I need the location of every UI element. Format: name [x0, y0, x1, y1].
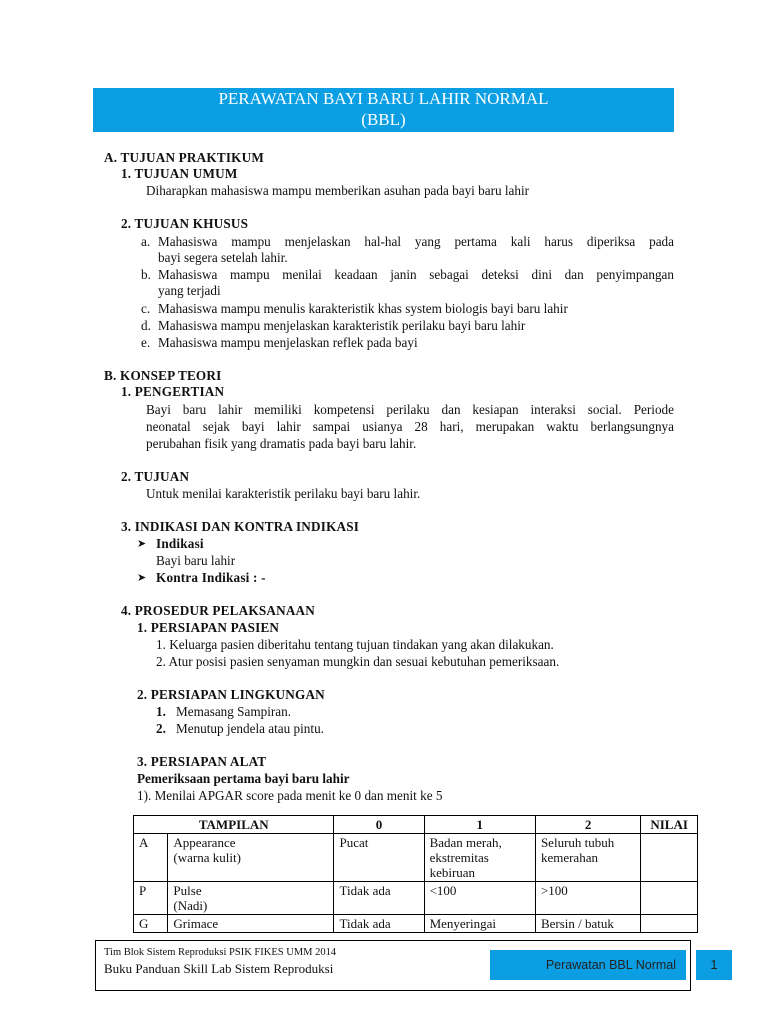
row-score-1 [424, 834, 535, 882]
indikasi-heading: 3. INDIKASI DAN KONTRA INDIKASI [121, 519, 360, 534]
apgar-table [133, 815, 698, 933]
row-score-1: Menyeringai [424, 915, 535, 933]
indikasi-label: Indikasi [156, 536, 204, 551]
persiapan-pasien-heading: 1. PERSIAPAN PASIEN [137, 620, 280, 635]
khusus-item-e: Mahasiswa mampu menjelaskan reflek pada bayi [158, 335, 418, 350]
row-score-2: Bersin / batuk [535, 915, 640, 933]
tampilan-line: Appearance [173, 835, 236, 850]
khusus-item-c: Mahasiswa mampu menulis karakteristik khas system biologis bayi baru lahir [158, 301, 568, 316]
khusus-mark-a: a. [141, 234, 151, 249]
page-number: 1 [696, 950, 732, 980]
header-tampilan: TAMPILAN [134, 816, 334, 834]
pengertian-line3: perubahan fisik yang dramatis pada bayi baru lahir. [146, 436, 417, 451]
row-tampilan [168, 882, 334, 915]
lingkungan-item-1: Memasang Sampiran. [176, 704, 291, 719]
lingkungan-item-2: Menutup jendela atau pintu. [176, 721, 324, 736]
tampilan-line: (warna kulit) [173, 850, 241, 865]
khusus-mark-e: e. [141, 335, 151, 350]
section-a-heading: A. TUJUAN PRAKTIKUM [104, 150, 264, 165]
row-score-2: >100 [535, 882, 640, 915]
pengertian-line1: Bayi baru lahir memiliki kompetensi perilaku dan kesiapan interaksi social. Periode [146, 402, 674, 417]
row-score-0: Tidak ada [334, 882, 424, 915]
tampilan-line: (Nadi) [173, 898, 208, 913]
title-banner [93, 88, 674, 132]
tujuan-umum-text: Diharapkan mahasiswa mampu memberikan asuhan pada bayi baru lahir [146, 183, 530, 198]
khusus-item-b-line2: yang terjadi [158, 283, 221, 298]
arrow-bullet-icon: ➤ [137, 537, 147, 550]
title-line-1: PERAWATAN BAYI BARU LAHIR NORMAL [218, 89, 549, 108]
row-code: P [134, 882, 168, 915]
row-tampilan [168, 834, 334, 882]
pengertian-heading: 1. PENGERTIAN [121, 384, 225, 399]
row-score-0: Tidak ada [334, 915, 424, 933]
khusus-item-b-line1: Mahasiswa mampu menilai keadaan janin sebagai deteksi dini dan penyimpangan [158, 267, 674, 282]
indikasi-text: Bayi baru lahir [156, 553, 236, 568]
section-b-heading: B. KONSEP TEORI [104, 368, 222, 383]
score-line: Badan merah, [429, 835, 502, 850]
lingkungan-num-2: 2. [156, 721, 166, 736]
table-row [134, 915, 698, 933]
score-line: Seluruh tubuh [540, 835, 615, 850]
tampilan-line: Pulse [173, 883, 202, 898]
score-line: kemerahan [540, 850, 598, 865]
persiapan-lingkungan-heading: 2. PERSIAPAN LINGKUNGAN [137, 687, 325, 702]
header-score-1: 1 [424, 816, 535, 834]
tujuan-umum-heading: 1. TUJUAN UMUM [121, 166, 238, 181]
khusus-item-a-line1: Mahasiswa mampu menjelaskan hal-hal yang pertama kali harus diperiksa pada [158, 234, 674, 249]
footer-section-tag [490, 950, 686, 980]
khusus-item-d: Mahasiswa mampu menjelaskan karakteristik perilaku bayi baru lahir [158, 318, 526, 333]
pasien-item-2: 2. Atur posisi pasien senyaman mungkin dan sesuai kebutuhan pemeriksaan. [156, 654, 560, 669]
header-nilai: NILAI [641, 816, 698, 834]
table-header-row [134, 816, 698, 834]
row-tampilan: Grimace [168, 915, 334, 933]
row-code: G [134, 915, 168, 933]
persiapan-alat-heading: 3. PERSIAPAN ALAT [137, 754, 267, 769]
score-line: kebiruan [429, 865, 476, 880]
khusus-mark-b: b. [141, 267, 151, 282]
khusus-item-a-line2: bayi segera setelah lahir. [158, 250, 288, 265]
tujuan-text: Untuk menilai karakteristik perilaku bayi baru lahir. [146, 486, 421, 501]
row-score-1: <100 [424, 882, 535, 915]
score-line: ekstremitas [429, 850, 489, 865]
tujuan-heading: 2. TUJUAN [121, 469, 190, 484]
row-score-2 [535, 834, 640, 882]
pengertian-line2: neonatal sejak bayi lahir sampai usianya 28 hari, merupakan waktu berlangsungnya [146, 419, 674, 434]
pemeriksaan-subheading: Pemeriksaan pertama bayi baru lahir [137, 771, 350, 786]
tujuan-khusus-heading: 2. TUJUAN KHUSUS [121, 216, 249, 231]
apgar-intro: 1). Menilai APGAR score pada menit ke 0 dan menit ke 5 [137, 788, 443, 803]
khusus-mark-d: d. [141, 318, 151, 333]
row-nilai [641, 915, 698, 933]
row-nilai [641, 834, 698, 882]
table-row [134, 834, 698, 882]
footer-book-line: Buku Panduan Skill Lab Sistem Reproduksi [104, 961, 334, 976]
kontra-indikasi-label: Kontra Indikasi : - [156, 570, 266, 585]
table-row [134, 882, 698, 915]
row-nilai [641, 882, 698, 915]
row-score-0: Pucat [334, 834, 424, 882]
prosedur-heading: 4. PROSEDUR PELAKSANAAN [121, 603, 316, 618]
lingkungan-num-1: 1. [156, 704, 166, 719]
row-code: A [134, 834, 168, 882]
footer-team-line: Tim Blok Sistem Reproduksi PSIK FIKES UMM 2014 [104, 947, 337, 958]
pasien-item-1: 1. Keluarga pasien diberitahu tentang tujuan tindakan yang akan dilakukan. [156, 637, 554, 652]
arrow-bullet-icon: ➤ [137, 571, 147, 584]
header-score-2: 2 [535, 816, 640, 834]
title-line-2: (BBL) [361, 110, 406, 129]
khusus-mark-c: c. [141, 301, 151, 316]
header-score-0: 0 [334, 816, 424, 834]
footer-section-label: Perawatan BBL Normal [545, 958, 676, 972]
